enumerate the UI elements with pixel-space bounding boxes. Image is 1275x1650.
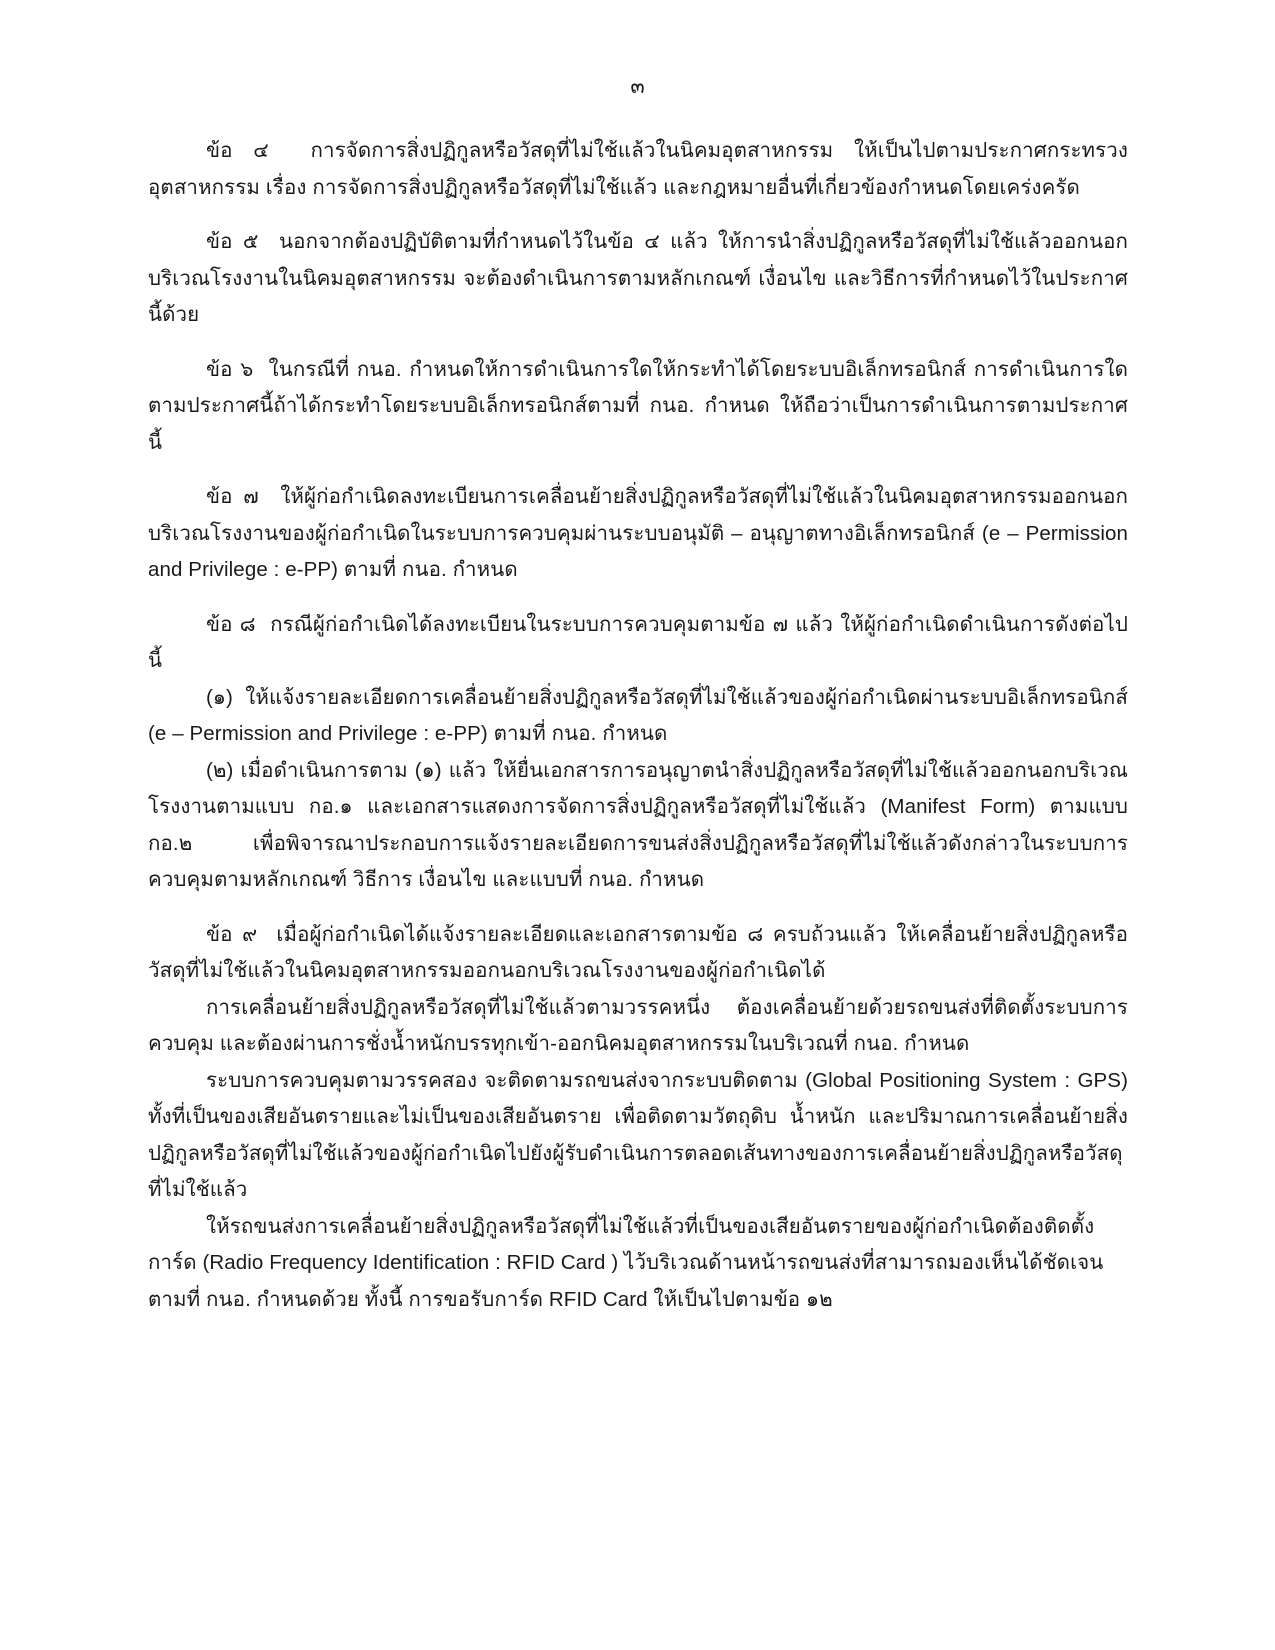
page-number: ๓ — [630, 75, 645, 98]
paragraph-clause-7: ข้อ ๗ ให้ผู้ก่อกำเนิดลงทะเบียนการเคลื่อนย้ายสิ่งปฏิกูลหรือวัสดุที่ไม่ใช้แล้วในนิคมอุตสาหกรรมออกนอกบริเวณโรงงานของผู้ก่อกำเนิดในระบบการควบคุมผ่านระบบอนุมัติ – อนุญาตทางอิเล็กทรอนิกส์ (e – Permission and Privilege : e-PP) ตามที่ กนอ. กำหนด — [148, 485, 1134, 581]
paragraph-clause-5: ข้อ ๕ นอกจากต้องปฏิบัติตามที่กำหนดไว้ในข้อ ๔ แล้ว ให้การนำสิ่งปฏิกูลหรือวัสดุที่ไม่ใช้แล้วออกนอกบริเวณโรงงานในนิคมอุตสาหกรรม จะต้องดำเนินการตามหลักเกณฑ์ เงื่อนไข และวิธีการที่กำหนดไว้ในประกาศนี้ด้วย — [148, 230, 1128, 326]
paragraph-clause-9-sub-4: ให้รถขนส่งการเคลื่อนย้ายสิ่งปฏิกูลหรือวัสดุที่ไม่ใช้แล้วที่เป็นของเสียอันตรายของผู้ก่อกำเนิดต้องติดตั้งการ์ด (Radio Frequency Identification : RFID Card ) ไว้บริเวณด้านหน้ารถขนส่งที่สามารถมองเห็นได้ชัดเจนตามที่ กนอ. กำหนดด้วย ทั้งนี้ การขอรับการ์ด RFID Card ให้เป็นไปตามข้อ ๑๒ — [148, 1214, 1104, 1311]
paragraph-clause-6: ข้อ ๖ ในกรณีที่ กนอ. กำหนดให้การดำเนินการใดให้กระทำได้โดยระบบอิเล็กทรอนิกส์ การดำเนินการใดตามประกาศนี้ถ้าได้กระทำโดยระบบอิเล็กทรอนิกส์ตามที่ กนอ. กำหนด ให้ถือว่าเป็นการดำเนินการตามประกาศนี้ — [148, 357, 1128, 454]
paragraph-clause-4: ข้อ ๔ การจัดการสิ่งปฏิกูลหรือวัสดุที่ไม่ใช้แล้วในนิคมอุตสาหกรรม ให้เป็นไปตามประกาศกระทรวงอุตสาหกรรม เรื่อง การจัดการสิ่งปฏิกูลหรือวัสดุที่ไม่ใช้แล้ว และกฎหมายอื่นที่เกี่ยวข้องกำหนดโดยเคร่งครัด — [148, 139, 1128, 199]
paragraph-clause-8: ข้อ ๘ กรณีผู้ก่อกำเนิดได้ลงทะเบียนในระบบการควบคุมตามข้อ ๗ แล้ว ให้ผู้ก่อกำเนิดดำเนินการดังต่อไปนี้ — [148, 612, 1128, 672]
paragraph-clause-8-item-1: (๑) ให้แจ้งรายละเอียดการเคลื่อนย้ายสิ่งปฏิกูลหรือวัสดุที่ไม่ใช้แล้วของผู้ก่อกำเนิดผ่านระบบอิเล็กทรอนิกส์ (e – Permission and Privilege : e-PP) ตามที่ กนอ. กำหนด — [148, 685, 1134, 745]
paragraph-clause-8-item-2: (๒) เมื่อดำเนินการตาม (๑) แล้ว ให้ยื่นเอกสารการอนุญาตนำสิ่งปฏิกูลหรือวัสดุที่ไม่ใช้แล้วออกนอกบริเวณโรงงานตามแบบ กอ.๑ และเอกสารแสดงการจัดการสิ่งปฏิกูลหรือวัสดุที่ไม่ใช้แล้ว (Manifest Form) ตามแบบ กอ.๒ เพื่อพิจารณาประกอบการแจ้งรายละเอียดการขนส่งสิ่งปฏิกูลหรือวัสดุที่ไม่ใช้แล้วดังกล่าวในระบบการควบคุมตามหลักเกณฑ์ วิธีการ เงื่อนไข และแบบที่ กนอ. กำหนด — [148, 758, 1134, 891]
paragraph-clause-9: ข้อ ๙ เมื่อผู้ก่อกำเนิดได้แจ้งรายละเอียดและเอกสารตามข้อ ๘ ครบถ้วนแล้ว ให้เคลื่อนย้ายสิ่งปฏิกูลหรือวัสดุที่ไม่ใช้แล้วในนิคมอุตสาหกรรมออกนอกบริเวณโรงงานของผู้ก่อกำเนิดได้ — [148, 922, 1128, 982]
paragraph-clause-9-sub-3: ระบบการควบคุมตามวรรคสอง จะติดตามรถขนส่งจากระบบติดตาม (Global Positioning System : GPS) ทั้งที่เป็นของเสียอันตรายและไม่เป็นของเสียอันตราย เพื่อติดตามวัตถุดิบ น้ำหนัก และปริมาณการเคลื่อนย้ายสิ่งปฏิกูลหรือวัสดุที่ไม่ใช้แล้วของผู้ก่อกำเนิดไปยังผู้รับดำเนินการตลอดเส้นทางของการเคลื่อนย้ายสิ่งปฏิกูลหรือวัสดุที่ไม่ใช้แล้ว — [148, 1068, 1134, 1201]
paragraph-clause-9-sub-2: การเคลื่อนย้ายสิ่งปฏิกูลหรือวัสดุที่ไม่ใช้แล้วตามวรรคหนึ่ง ต้องเคลื่อนย้ายด้วยรถขนส่งที่ติดตั้งระบบการควบคุม และต้องผ่านการชั่งน้ำหนักบรรทุกเข้า-ออกนิคมอุตสาหกรรมในบริเวณที่ กนอ. กำหนด — [148, 995, 1128, 1055]
document-body — [148, 133, 1134, 1318]
